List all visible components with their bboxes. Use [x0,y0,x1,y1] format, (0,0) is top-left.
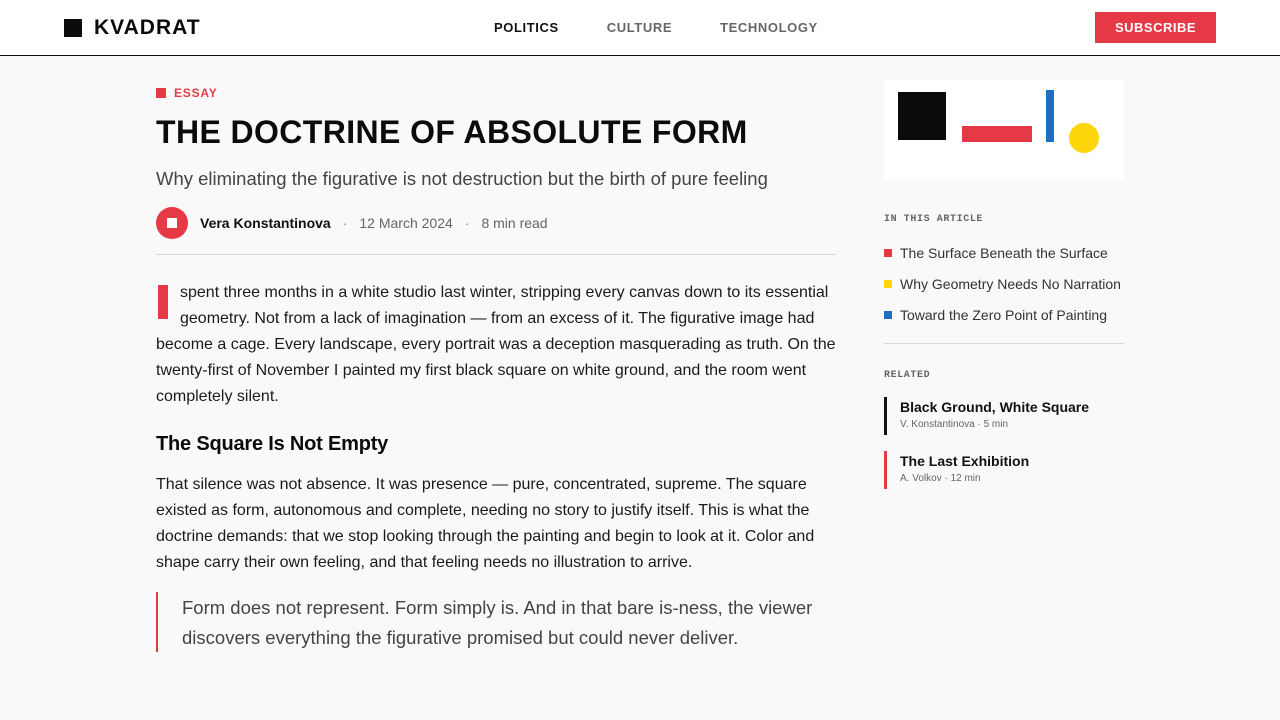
nav-politics[interactable]: POLITICS [494,20,559,35]
toc-item-label[interactable]: Why Geometry Needs No Narration [900,276,1121,292]
toc-heading: IN THIS ARTICLE [884,214,984,225]
black-square-shape [898,92,946,140]
kicker-square-icon [156,88,166,98]
article-paragraph [156,280,836,410]
related-article-title[interactable]: The Last Exhibition [900,453,1030,469]
blue-bar-shape [1046,90,1054,142]
title-divider [156,254,836,255]
article-paragraph: That silence was not absence. It was presence — pure, concentrated, supreme. The square existed as form, autonomous and complete, needing no story to justify itself. This is what the doctrine demands: that we stop looking through the painting and begin to look at it. Color and shape carry their own feeling, and that feeling needs no illustration to arrive. [156,476,815,571]
toc-item-label[interactable]: Toward the Zero Point of Painting [900,307,1108,323]
yellow-circle-shape [1069,123,1099,153]
article [156,84,836,652]
top-header [0,0,1280,56]
toc-item-label[interactable]: The Surface Beneath the Surface [900,245,1108,261]
drop-cap-bar [158,285,168,319]
sidebar [884,80,1124,505]
toc-item[interactable] [884,243,1124,263]
article-subtitle: Why eliminating the figurative is not destruction but the birth of pure feeling [156,168,768,189]
toc-square-icon [884,249,892,257]
red-bar-shape [962,126,1032,142]
related-article[interactable] [884,397,1124,435]
main-nav [494,20,866,35]
article-kicker [156,84,836,102]
toc-square-icon [884,311,892,319]
pull-quote-text: Form does not represent. Form simply is. And in that bare is-ness, the viewer discovers everything the figurative promised but could never deliver. [182,597,813,648]
section-heading: The Square Is Not Empty [156,433,389,455]
subscribe-button[interactable]: SUBSCRIBE [1095,12,1216,43]
byline-separator: · [464,215,470,231]
kicker-label[interactable]: ESSAY [174,86,218,100]
related-article[interactable] [884,451,1124,489]
nav-culture[interactable]: CULTURE [606,20,673,35]
toc-item[interactable] [884,274,1124,294]
suprematist-artwork [884,80,1124,180]
brand-name: KVADRAT [94,16,201,39]
table-of-contents [884,243,1124,325]
related-heading: RELATED [884,370,931,381]
logo-square-icon [64,19,82,37]
pull-quote [156,592,836,652]
article-title: THE DOCTRINE OF ABSOLUTE FORM [156,114,748,150]
brand-logo[interactable] [64,16,201,40]
byline [156,207,836,239]
sidebar-divider [884,343,1124,344]
related-list [884,397,1124,489]
related-article-title[interactable]: Black Ground, White Square [900,399,1090,415]
author-avatar[interactable] [156,207,188,239]
publish-date: 12 March 2024 [359,215,453,231]
avatar-square-icon [167,218,177,228]
toc-item[interactable] [884,305,1124,325]
related-article-meta: A. Volkov · 12 min [900,473,981,484]
author-name[interactable]: Vera Konstantinova [200,215,331,231]
byline-separator: · [342,215,348,231]
paragraph-text: spent three months in a white studio last winter, stripping every canvas down to its essential geometry. Not from a lack of imagination — from an excess of it. The figurative image had become a cage. Every landscape, every portrait was a deception masquerading as truth. On the twenty-first of November I painted my first black square on white ground, and the room went completely silent. [156,284,836,405]
related-article-meta: V. Konstantinova · 5 min [900,419,1009,430]
read-time: 8 min read [481,215,548,231]
nav-technology[interactable]: TECHNOLOGY [720,20,818,35]
toc-square-icon [884,280,892,288]
